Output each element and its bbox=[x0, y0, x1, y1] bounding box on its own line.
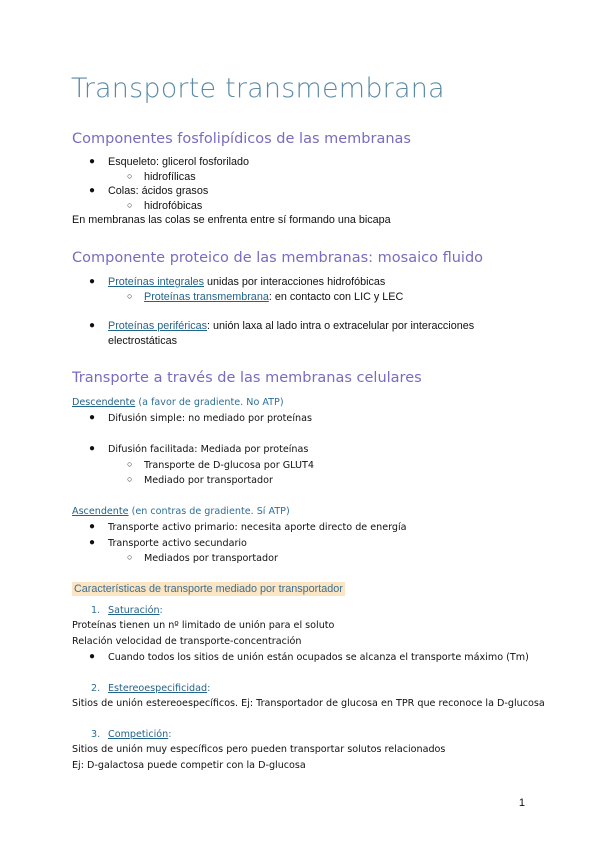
link-competicion[interactable]: Competición bbox=[108, 729, 169, 740]
sub-bullet-glyph: ○ bbox=[127, 459, 133, 469]
list-item: Transporte activo secundario bbox=[108, 538, 247, 549]
list-item: Colas: ácidos grasos bbox=[108, 185, 209, 197]
list-item-continuation: electrostáticas bbox=[108, 335, 178, 347]
numbered-item bbox=[108, 604, 163, 617]
sub-bullet-glyph: ○ bbox=[127, 291, 133, 301]
list-item: hidrofóbicas bbox=[144, 200, 203, 212]
list-item bbox=[108, 276, 385, 289]
list-item: Transporte de D-glucosa por GLUT4 bbox=[144, 460, 315, 471]
paragraph: Relación velocidad de transporte-concentración bbox=[72, 636, 302, 647]
link-ascendente[interactable]: Ascendente bbox=[72, 506, 129, 517]
link-proteinas-perifericas[interactable]: Proteínas periféricas bbox=[108, 320, 208, 332]
link-proteinas-transmembrana[interactable]: Proteínas transmembrana bbox=[144, 291, 269, 303]
list-item bbox=[144, 291, 403, 304]
subheading-text: (en contras de gradiente. Sí ATP) bbox=[128, 506, 290, 517]
subheading-text: (a favor de gradiente. No ATP) bbox=[135, 397, 284, 408]
list-number: 1. bbox=[91, 605, 101, 616]
numbered-item bbox=[108, 682, 210, 695]
list-number: 3. bbox=[91, 729, 101, 740]
section-heading-transporte: Transporte a través de las membranas celulares bbox=[72, 370, 422, 386]
paragraph: Sitios de unión muy específicos pero pueden transportar solutos relacionados bbox=[72, 744, 446, 755]
bullet-glyph: ● bbox=[89, 320, 96, 331]
sub-bullet-glyph: ○ bbox=[127, 474, 133, 484]
link-descendente[interactable]: Descendente bbox=[72, 397, 136, 408]
list-item: Difusión simple: no mediado por proteínas bbox=[108, 413, 312, 424]
list-item: Difusión facilitada: Mediada por proteínas bbox=[108, 444, 309, 455]
list-number: 2. bbox=[91, 683, 101, 694]
list-item-text: : unión laxa al lado intra o extracelular por interacciones bbox=[207, 320, 475, 332]
colon: : bbox=[207, 683, 211, 694]
paragraph: Proteínas tienen un nº limitado de unión para el soluto bbox=[72, 620, 335, 631]
list-item: Cuando todos los sitios de unión están ocupados se alcanza el transporte máximo (Tm) bbox=[108, 652, 529, 663]
list-item: hidrofílicas bbox=[144, 171, 196, 183]
list-item bbox=[108, 320, 474, 333]
sub-bullet-glyph: ○ bbox=[127, 200, 133, 210]
list-item: Mediado por transportador bbox=[144, 475, 273, 486]
colon: : bbox=[159, 605, 163, 616]
page-title: Transporte transmembrana bbox=[71, 73, 445, 104]
colon: : bbox=[168, 729, 172, 740]
bullet-glyph: ● bbox=[89, 521, 96, 532]
link-saturacion[interactable]: Saturación bbox=[108, 605, 160, 616]
list-item: Mediados por transportador bbox=[144, 553, 278, 564]
list-item-text: unidas por interacciones hidrofóbicas bbox=[204, 276, 386, 288]
list-item: Transporte activo primario: necesita aporte directo de energía bbox=[108, 522, 407, 533]
highlighted-heading: Características de transporte mediado por transportador bbox=[74, 583, 343, 595]
bullet-glyph: ● bbox=[89, 156, 96, 167]
paragraph: En membranas las colas se enfrenta entre sí formando una bicapa bbox=[72, 214, 391, 226]
bullet-glyph: ● bbox=[89, 443, 96, 454]
link-estereoespecificidad[interactable]: Estereoespecificidad bbox=[108, 683, 208, 694]
section-heading-proteico: Componente proteico de las membranas: mosaico fluido bbox=[72, 250, 484, 266]
sub-bullet-glyph: ○ bbox=[127, 552, 133, 562]
paragraph: Sitios de unión estereoespecíficos. Ej: Transportador de glucosa en TPR que reconoce la D-glucosa bbox=[72, 698, 545, 709]
list-item: Esqueleto: glicerol fosforilado bbox=[108, 156, 250, 168]
bullet-glyph: ● bbox=[89, 651, 96, 662]
section-heading-fosfolipidos: Componentes fosfolipídicos de las membranas bbox=[72, 131, 411, 147]
paragraph: Ej: D-galactosa puede competir con la D-glucosa bbox=[72, 760, 306, 771]
subheading-descendente bbox=[72, 396, 284, 409]
bullet-glyph: ● bbox=[89, 537, 96, 548]
subheading-ascendente bbox=[72, 505, 290, 518]
link-proteinas-integrales[interactable]: Proteínas integrales bbox=[108, 276, 205, 288]
numbered-item bbox=[108, 728, 171, 741]
list-item-text: : en contacto con LIC y LEC bbox=[268, 291, 404, 303]
sub-bullet-glyph: ○ bbox=[127, 171, 133, 181]
bullet-glyph: ● bbox=[89, 276, 96, 287]
bullet-glyph: ● bbox=[89, 412, 96, 423]
page-number: 1 bbox=[518, 797, 525, 809]
bullet-glyph: ● bbox=[89, 185, 96, 196]
